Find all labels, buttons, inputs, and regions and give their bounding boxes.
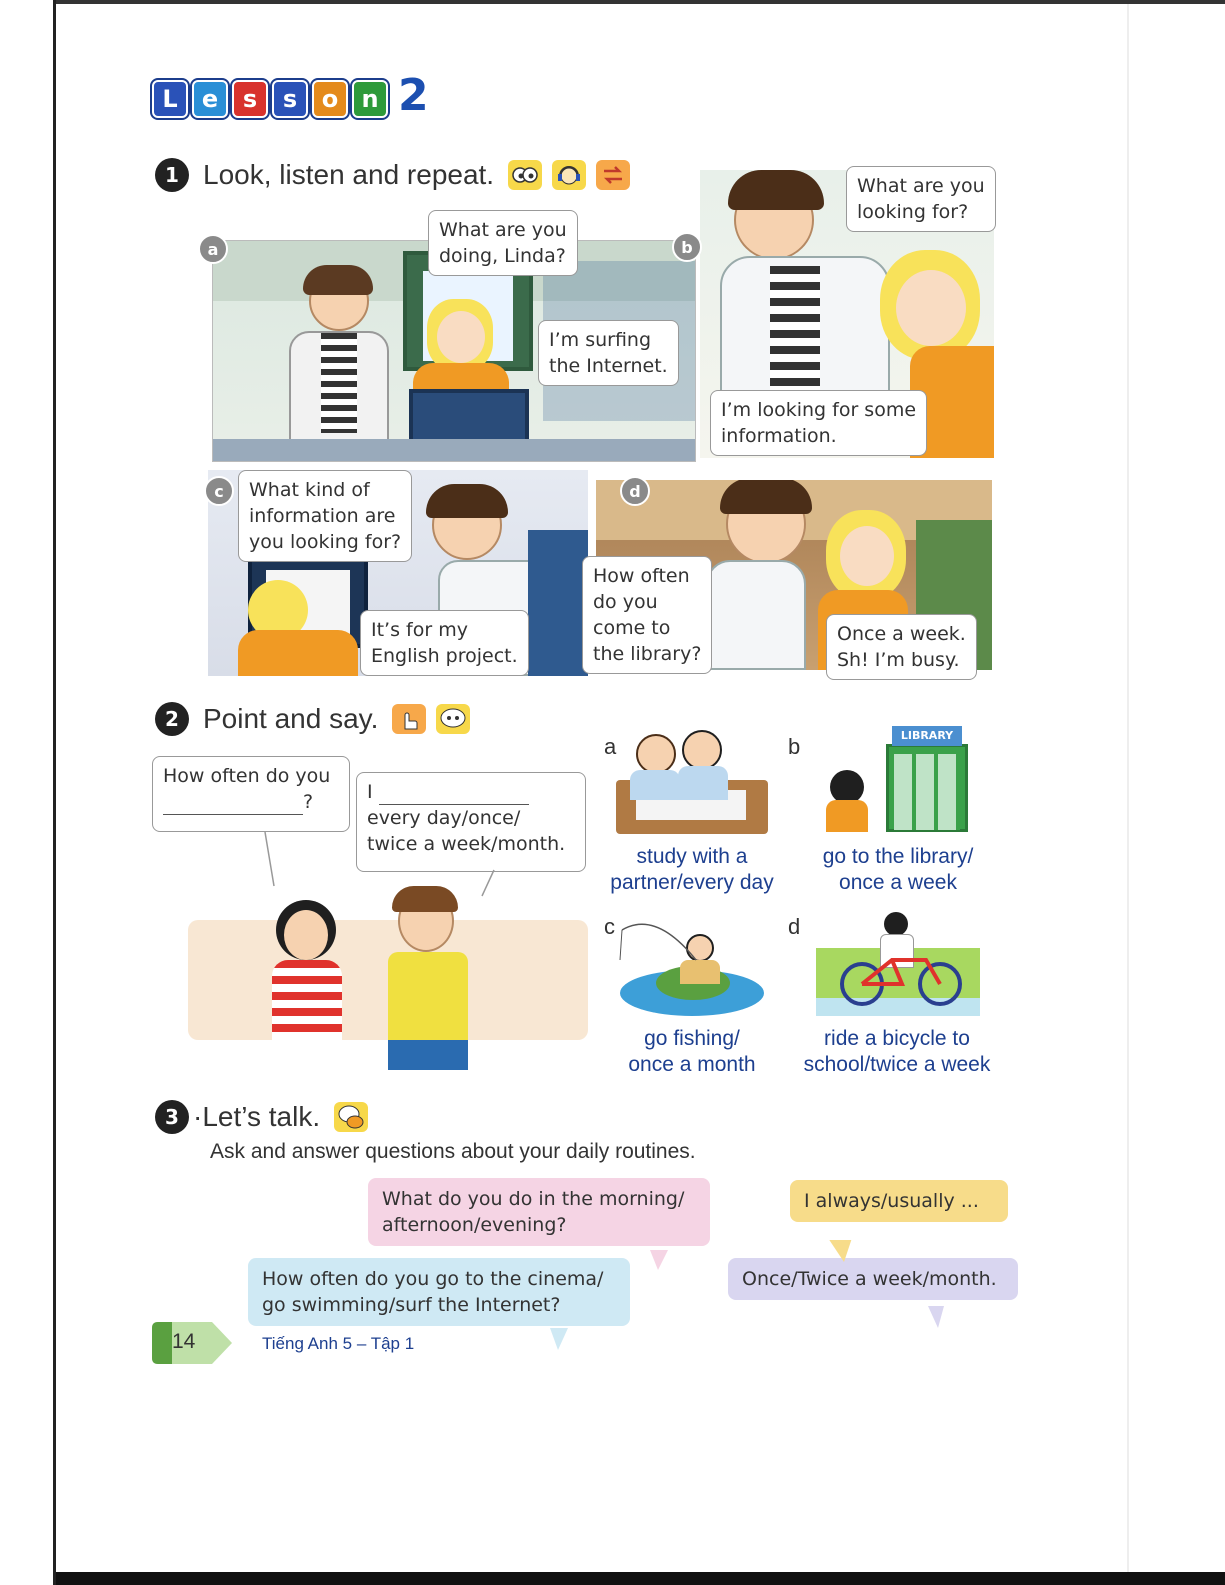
- speech-bubble: How often do you come to the library?: [582, 556, 712, 674]
- speech-bubble: I’m looking for some information.: [710, 390, 927, 456]
- item-caption: ride a bicycle to school/twice a week: [803, 1027, 991, 1076]
- item-caption: study with a partner/every day: [610, 845, 774, 894]
- pattern-text: How often do you: [163, 765, 331, 787]
- lesson-number: 2: [398, 70, 429, 121]
- instruction-text: Ask and answer questions about your daily routines.: [210, 1140, 696, 1163]
- panel-letter-badge: a: [198, 234, 228, 264]
- section-1-header: [155, 158, 630, 192]
- listen-headphones-icon: [552, 160, 586, 190]
- point-hand-icon: [392, 704, 426, 734]
- lesson-letter-tile: s: [232, 80, 268, 118]
- page-number: 14: [172, 1330, 196, 1353]
- bicycle-illustration: [816, 908, 980, 1016]
- lesson-letter-tile: s: [272, 80, 308, 118]
- talk-bubbles-icon: [334, 1102, 368, 1132]
- item-letter: b: [788, 734, 801, 759]
- item-caption: go to the library/ once a week: [822, 845, 974, 894]
- say-bubble-icon: [436, 704, 470, 734]
- section-2-header: [155, 702, 470, 736]
- speech-bubble: I’m surfing the Internet.: [538, 320, 679, 386]
- section-title: Look, listen and repeat.: [203, 159, 495, 190]
- scan-edge-bottom: [56, 1572, 1225, 1585]
- speech-bubble: What are you looking for?: [846, 166, 996, 232]
- panel-letter-badge: b: [672, 232, 702, 262]
- item-letter: a: [604, 734, 617, 759]
- pattern-text: I: [367, 781, 373, 803]
- section-number-badge: 3: [155, 1100, 189, 1134]
- speech-bubble: What kind of information are you looking for?: [238, 470, 412, 562]
- pattern-text: twice a week/month.: [367, 833, 566, 855]
- talk-bubble-pink: What do you do in the morning/ afternoon/evening?: [368, 1178, 710, 1246]
- section-title: ·Let’s talk.: [193, 1101, 321, 1132]
- scan-edge-left: [0, 0, 56, 1585]
- lesson-letter-tile: e: [192, 80, 228, 118]
- library-illustration: [820, 726, 968, 832]
- pattern-text: ?: [303, 791, 314, 813]
- panel-letter-badge: d: [620, 476, 650, 506]
- section-number-badge: 1: [155, 158, 189, 192]
- item-letter: c: [604, 914, 615, 939]
- speech-bubble: Once a week. Sh! I’m busy.: [826, 614, 977, 680]
- question-pattern-bubble: [152, 756, 350, 832]
- lesson-title: [152, 70, 429, 121]
- speech-bubble: What are you doing, Linda?: [428, 210, 578, 276]
- book-title: Tiếng Anh 5 – Tập 1: [262, 1334, 415, 1353]
- talk-bubble-lavender: Once/Twice a week/month.: [728, 1258, 1018, 1300]
- lesson-letter-tile: n: [352, 80, 388, 118]
- lesson-letter-tile: L: [152, 80, 188, 118]
- page-fold-line: [1127, 4, 1129, 1572]
- section-number-badge: 2: [155, 702, 189, 736]
- page-number-tab: [152, 1322, 232, 1362]
- look-eyes-icon: [508, 160, 542, 190]
- kids-talking-illustration: [188, 890, 588, 1070]
- item-caption: go fishing/ once a month: [628, 1027, 756, 1076]
- library-sign: LIBRARY: [892, 726, 962, 746]
- section-title: Point and say.: [203, 703, 379, 734]
- repeat-icon: [596, 160, 630, 190]
- talk-bubble-tails: [540, 1240, 960, 1360]
- fishing-illustration: [616, 920, 768, 1020]
- study-partner-illustration: [616, 730, 768, 834]
- speech-bubble: It’s for my English project.: [360, 610, 529, 676]
- panel-letter-badge: c: [204, 476, 234, 506]
- item-letter: d: [788, 914, 801, 939]
- section-3-header: [155, 1100, 368, 1134]
- lesson-letter-tile: o: [312, 80, 348, 118]
- talk-bubble-yellow: I always/usually ...: [790, 1180, 1008, 1222]
- talk-bubble-cyan: How often do you go to the cinema/ go swimming/surf the Internet?: [248, 1258, 630, 1326]
- pattern-text: every day/once/: [367, 807, 521, 829]
